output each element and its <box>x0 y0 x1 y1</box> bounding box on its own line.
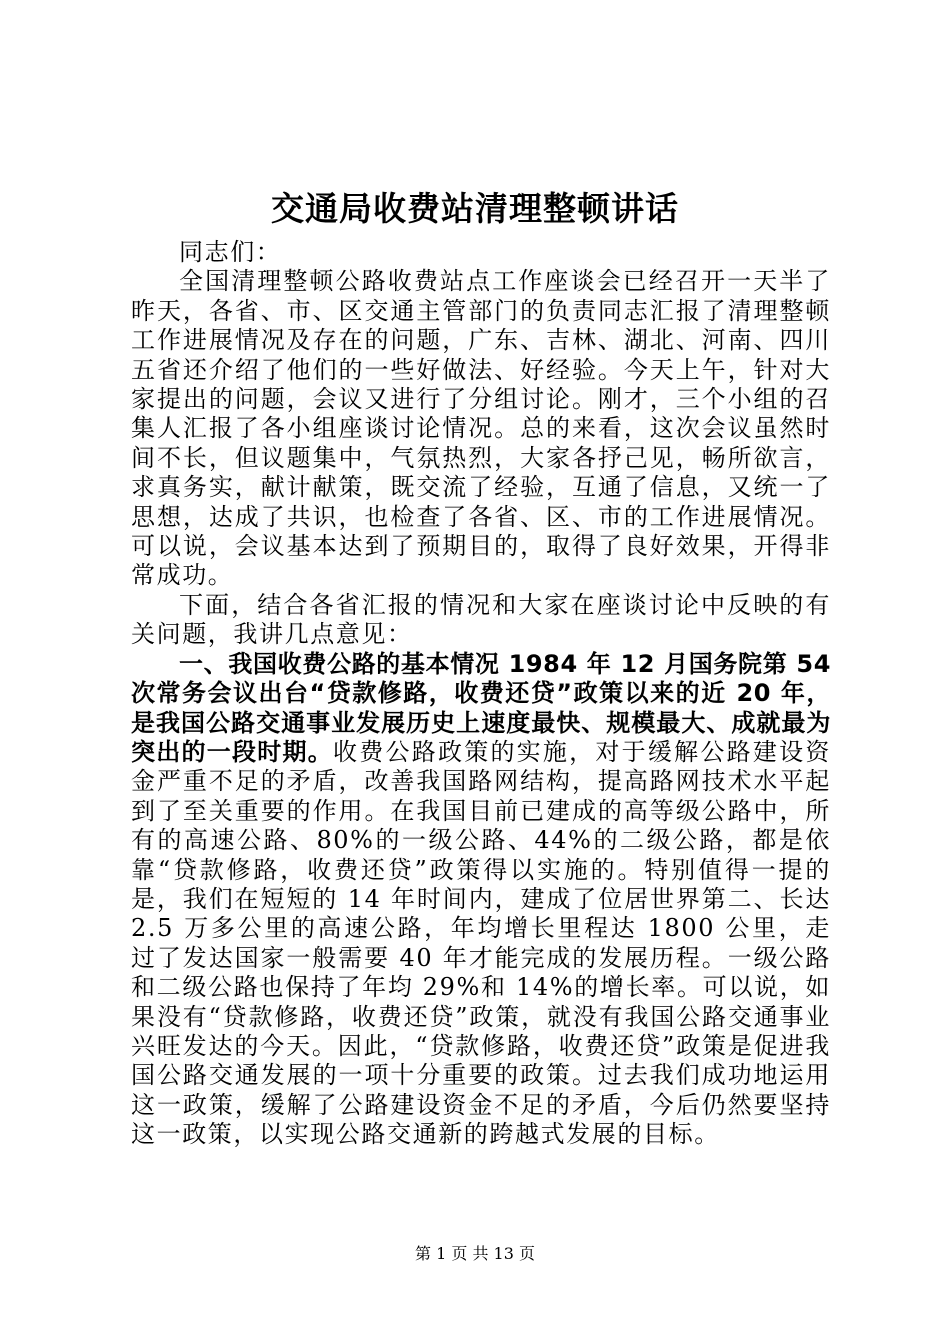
paragraph-section-one <box>131 650 831 1150</box>
document-title: 交通局收费站清理整顿讲话 <box>271 189 679 228</box>
document-body <box>131 238 831 1150</box>
page-number-footer: 第 1 页 共 13 页 <box>415 1244 535 1263</box>
paragraph-opening: 全国清理整顿公路收费站点工作座谈会已经召开一天半了昨天，各省、市、区交通主管部门的负责同志汇报了清理整顿工作进展情况及存在的问题，广东、吉林、湖北、河南、四川五省还介绍了他们的一些好做法、好经验。今天上午，针对大家提出的问题，会议又进行了分组讨论。刚才，三个小组的召集人汇报了各小组座谈讨论情况。总的来看，这次会议虽然时间不长，但议题集中，气氛热烈，大家各抒己见，畅所欲言，求真务实，献计献策，既交流了经验，互通了信息，又统一了思想，达成了共识，也检查了各省、区、市的工作进展情况。可以说，会议基本达到了预期目的，取得了良好效果，开得非常成功。 <box>131 267 831 590</box>
section-one-text: 收费公路政策的实施，对于缓解公路建设资金严重不足的矛盾，改善我国路网结构，提高路网技术水平起到了至关重要的作用。在我国目前已建成的高等级公路中，所有的高速公路、80%的一级公路、44%的二级公路，都是依靠“贷款修路，收费还贷”政策得以实施的。特别值得一提的是，我们在短短的 14 年时间内，建成了位居世界第二、长达 2.5 万多公里的高速公路，年均增长里程达 1800 公里，走过了发达国家一般需要 40 年才能完成的发展历程。一级公路和二级公路也保持了年均 29%和 14%的增长率。可以说，如果没有“贷款修路，收费还贷”政策，就没有我国公路交通事业兴旺发达的今天。因此，“贷款修路，收费还贷”政策是促进我国公路交通发展的一项十分重要的政策。过去我们成功地运用这一政策，缓解了公路建设资金不足的矛盾，今后仍然要坚持这一政策，以实现公路交通新的跨越式发展的目标。 <box>131 737 831 1149</box>
paragraph-intro-opinions: 下面，结合各省汇报的情况和大家在座谈讨论中反映的有关问题，我讲几点意见： <box>131 590 831 649</box>
section-one-heading: 一、我国收费公路的基本情况 1984 年 12 月国务院第 54 次常务会议出台“贷款修路，收费还贷”政策以来的近 20 年，是我国公路交通事业发展历史上速度最快、规模最大、成就最为突出的一段时期。 <box>131 649 831 766</box>
salutation: 同志们： <box>179 238 282 266</box>
